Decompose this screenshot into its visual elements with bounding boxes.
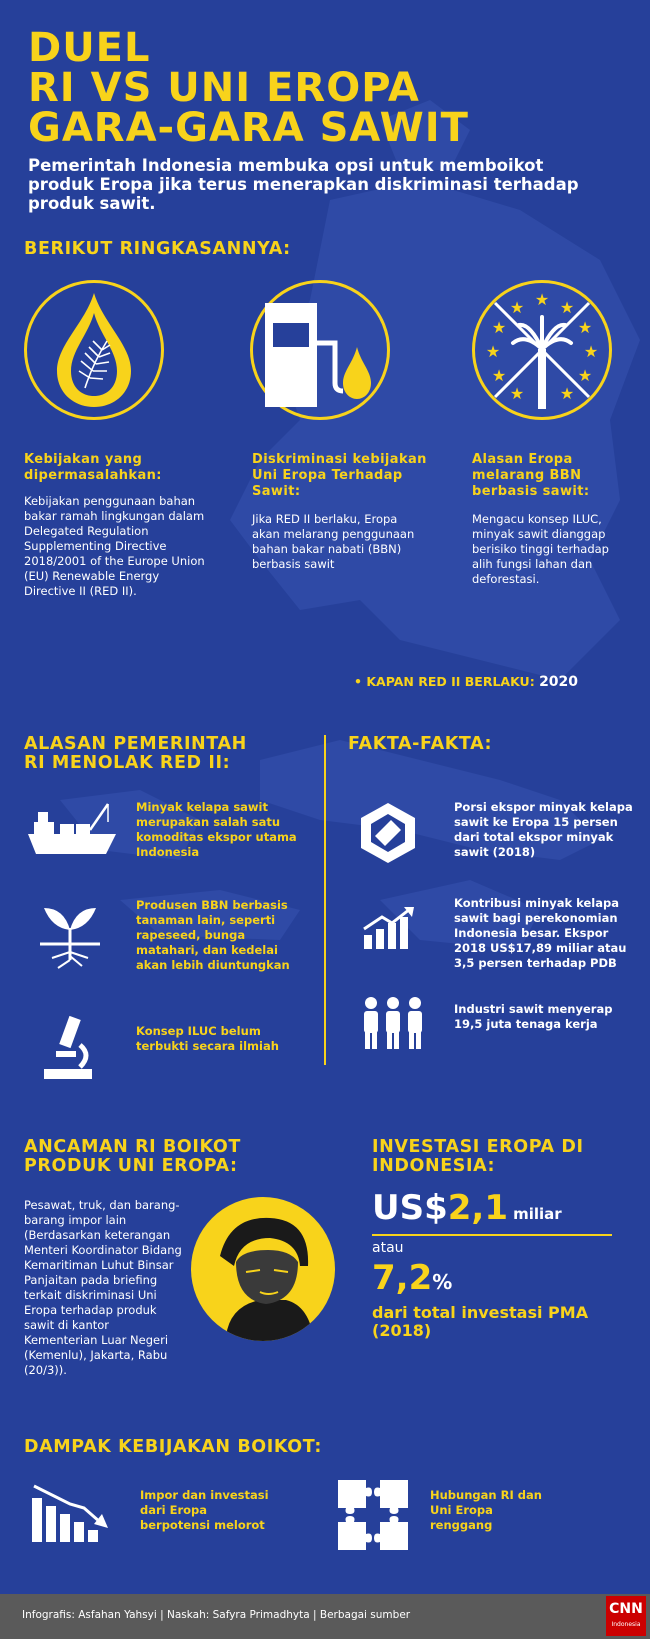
eu-palm-tree-icon (475, 283, 609, 417)
investment-value: 2,1 (447, 1188, 508, 1228)
red2-date (354, 674, 578, 690)
investment-percent-value: 7,2 (372, 1258, 433, 1298)
summary-col-2-text: Jika RED II berlaku, Eropa akan melarang penggunaan bahan bakar nabati (BBN) berbasis sawit (252, 512, 415, 571)
investment-amount (372, 1188, 562, 1228)
workers-icon (360, 995, 426, 1051)
summary-circle-1 (24, 280, 164, 420)
intro-text: Pemerintah Indonesia membuka opsi untuk memboikot produk Eropa jika terus menerapkan diskriminasi terhadap produk sawit. (28, 156, 579, 213)
svg-text:★: ★ (559, 384, 575, 403)
impact-heading: DAMPAK KEBIJAKAN BOIKOT: (24, 1437, 322, 1457)
summary-col-2-head: Diskriminasi kebijakan Uni Eropa Terhadap Sawit: (252, 452, 427, 499)
cargo-ship-icon (24, 800, 120, 860)
investment-currency: US$ (372, 1188, 448, 1228)
svg-text:★: ★ (534, 290, 550, 309)
summary-circle-2 (250, 280, 390, 420)
oil-drop-palm-leaf-icon (27, 283, 161, 417)
title-line-2: RI VS UNI EROPA (28, 65, 420, 111)
svg-text:★: ★ (485, 342, 501, 361)
title-line-3: GARA-GARA SAWIT (28, 105, 469, 151)
investment-desc: dari total investasi PMA (2018) (372, 1303, 589, 1340)
summary-col-3-text: Mengacu konsep ILUC, minyak sawit dianggap berisiko tinggi terhadap alih fungsi lahan dan deforestasi. (472, 512, 609, 586)
impact-1-text: Impor dan investasi dari Eropa berpotensi melorot (140, 1488, 269, 1532)
investment-heading-line-2: INDONESIA: (372, 1156, 496, 1176)
reason-2-text: Produsen BBN berbasis tanaman lain, seperti rapeseed, bunga matahari, dan kedelai akan lebih diuntungkan (136, 898, 290, 972)
investment-heading (372, 1138, 584, 1176)
svg-text:★: ★ (577, 366, 593, 385)
fact-2-text: Kontribusi minyak kelapa sawit bagi perekonomian Indonesia besar. Ekspor 2018 US$17,89 miliar atau 3,5 persen terhadap PDB (454, 896, 627, 970)
svg-text:★: ★ (491, 318, 507, 337)
growth-chart-icon (360, 905, 416, 951)
impact-2-text: Hubungan RI dan Uni Eropa renggang (430, 1488, 542, 1532)
declining-chart-icon (30, 1482, 110, 1544)
threat-heading-line-1: ANCAMAN RI BOIKOT (24, 1137, 241, 1157)
threat-text: Pesawat, truk, dan barang-barang impor lain (Berdasarkan keterangan Menteri Koordinator Bidang Kemaritiman Luhut Binsar Panjaitan pada briefing terkait diskriminasi Uni Eropa terhadap produk sawit di kantor Kementerian Luar Negeri (Kemenlu), Jakarta, Rabu (20/3)). (24, 1198, 182, 1377)
fact-1-text: Porsi ekspor minyak kelapa sawit ke Eropa 15 persen dari total ekspor minyak sawit (2018) (454, 800, 633, 859)
investment-percent-sign: % (432, 1270, 453, 1294)
summary-col-3-head: Alasan Eropa melarang BBN berbasis sawit: (472, 452, 590, 499)
reasons-heading-line-1: ALASAN PEMERINTAH (24, 734, 247, 754)
reasons-heading (24, 735, 247, 773)
red2-label: KAPAN RED II BERLAKU: (366, 674, 535, 689)
investment-unit: miliar (513, 1205, 562, 1223)
svg-text:★: ★ (509, 384, 525, 403)
puzzle-icon (336, 1478, 410, 1552)
red2-year: 2020 (539, 674, 579, 690)
reason-3-text: Konsep ILUC belum terbukti secara ilmiah (136, 1024, 279, 1053)
fact-3-text: Industri sawit menyerap 19,5 juta tenaga kerja (454, 1002, 613, 1031)
microscope-icon (40, 1015, 96, 1081)
reason-1-text: Minyak kelapa sawit merupakan salah satu komoditas ekspor utama Indonesia (136, 800, 297, 859)
cnn-logo-text: CNN (609, 1601, 643, 1617)
svg-text:★: ★ (491, 366, 507, 385)
svg-text:★: ★ (559, 298, 575, 317)
investment-divider (372, 1234, 612, 1236)
investment-or: atau (372, 1240, 404, 1256)
summary-circle-3 (472, 280, 612, 420)
summary-col-1-head: Kebijakan yang dipermasalahkan: (24, 452, 162, 483)
investment-heading-line-1: INVESTASI EROPA DI (372, 1137, 584, 1157)
title-line-1: DUEL (28, 25, 151, 71)
fuel-pump-icon (253, 283, 387, 417)
sprout-icon (38, 900, 102, 970)
svg-text:★: ★ (509, 298, 525, 317)
svg-text:★: ★ (577, 318, 593, 337)
cnn-logo-sub: Indonesia (611, 1621, 641, 1628)
threat-heading (24, 1138, 241, 1176)
page-title (28, 25, 628, 151)
footer-credits: Infografis: Asfahan Yahsyi | Naskah: Safyra Primadhyta | Berbagai sumber (22, 1609, 411, 1621)
hexagon-box-icon (355, 800, 421, 866)
facts-heading: FAKTA-FAKTA: (348, 734, 493, 754)
svg-text:★: ★ (583, 342, 599, 361)
threat-heading-line-2: PRODUK UNI EROPA: (24, 1156, 238, 1176)
investment-percent (372, 1258, 452, 1298)
reasons-heading-line-2: RI MENOLAK RED II: (24, 753, 231, 773)
bullet-icon: • (354, 674, 367, 689)
summary-col-1-text: Kebijakan penggunaan bahan bakar ramah lingkungan dalam Delegated Regulation Supplementing Directive 2018/2001 of the Europe Union (EU) Renewable Energy Directive II (RED II). (24, 494, 205, 598)
minister-portrait (190, 1196, 336, 1342)
cnn-logo (606, 1596, 646, 1636)
section-divider (324, 735, 326, 1065)
summary-heading: BERIKUT RINGKASANNYA: (24, 239, 291, 259)
